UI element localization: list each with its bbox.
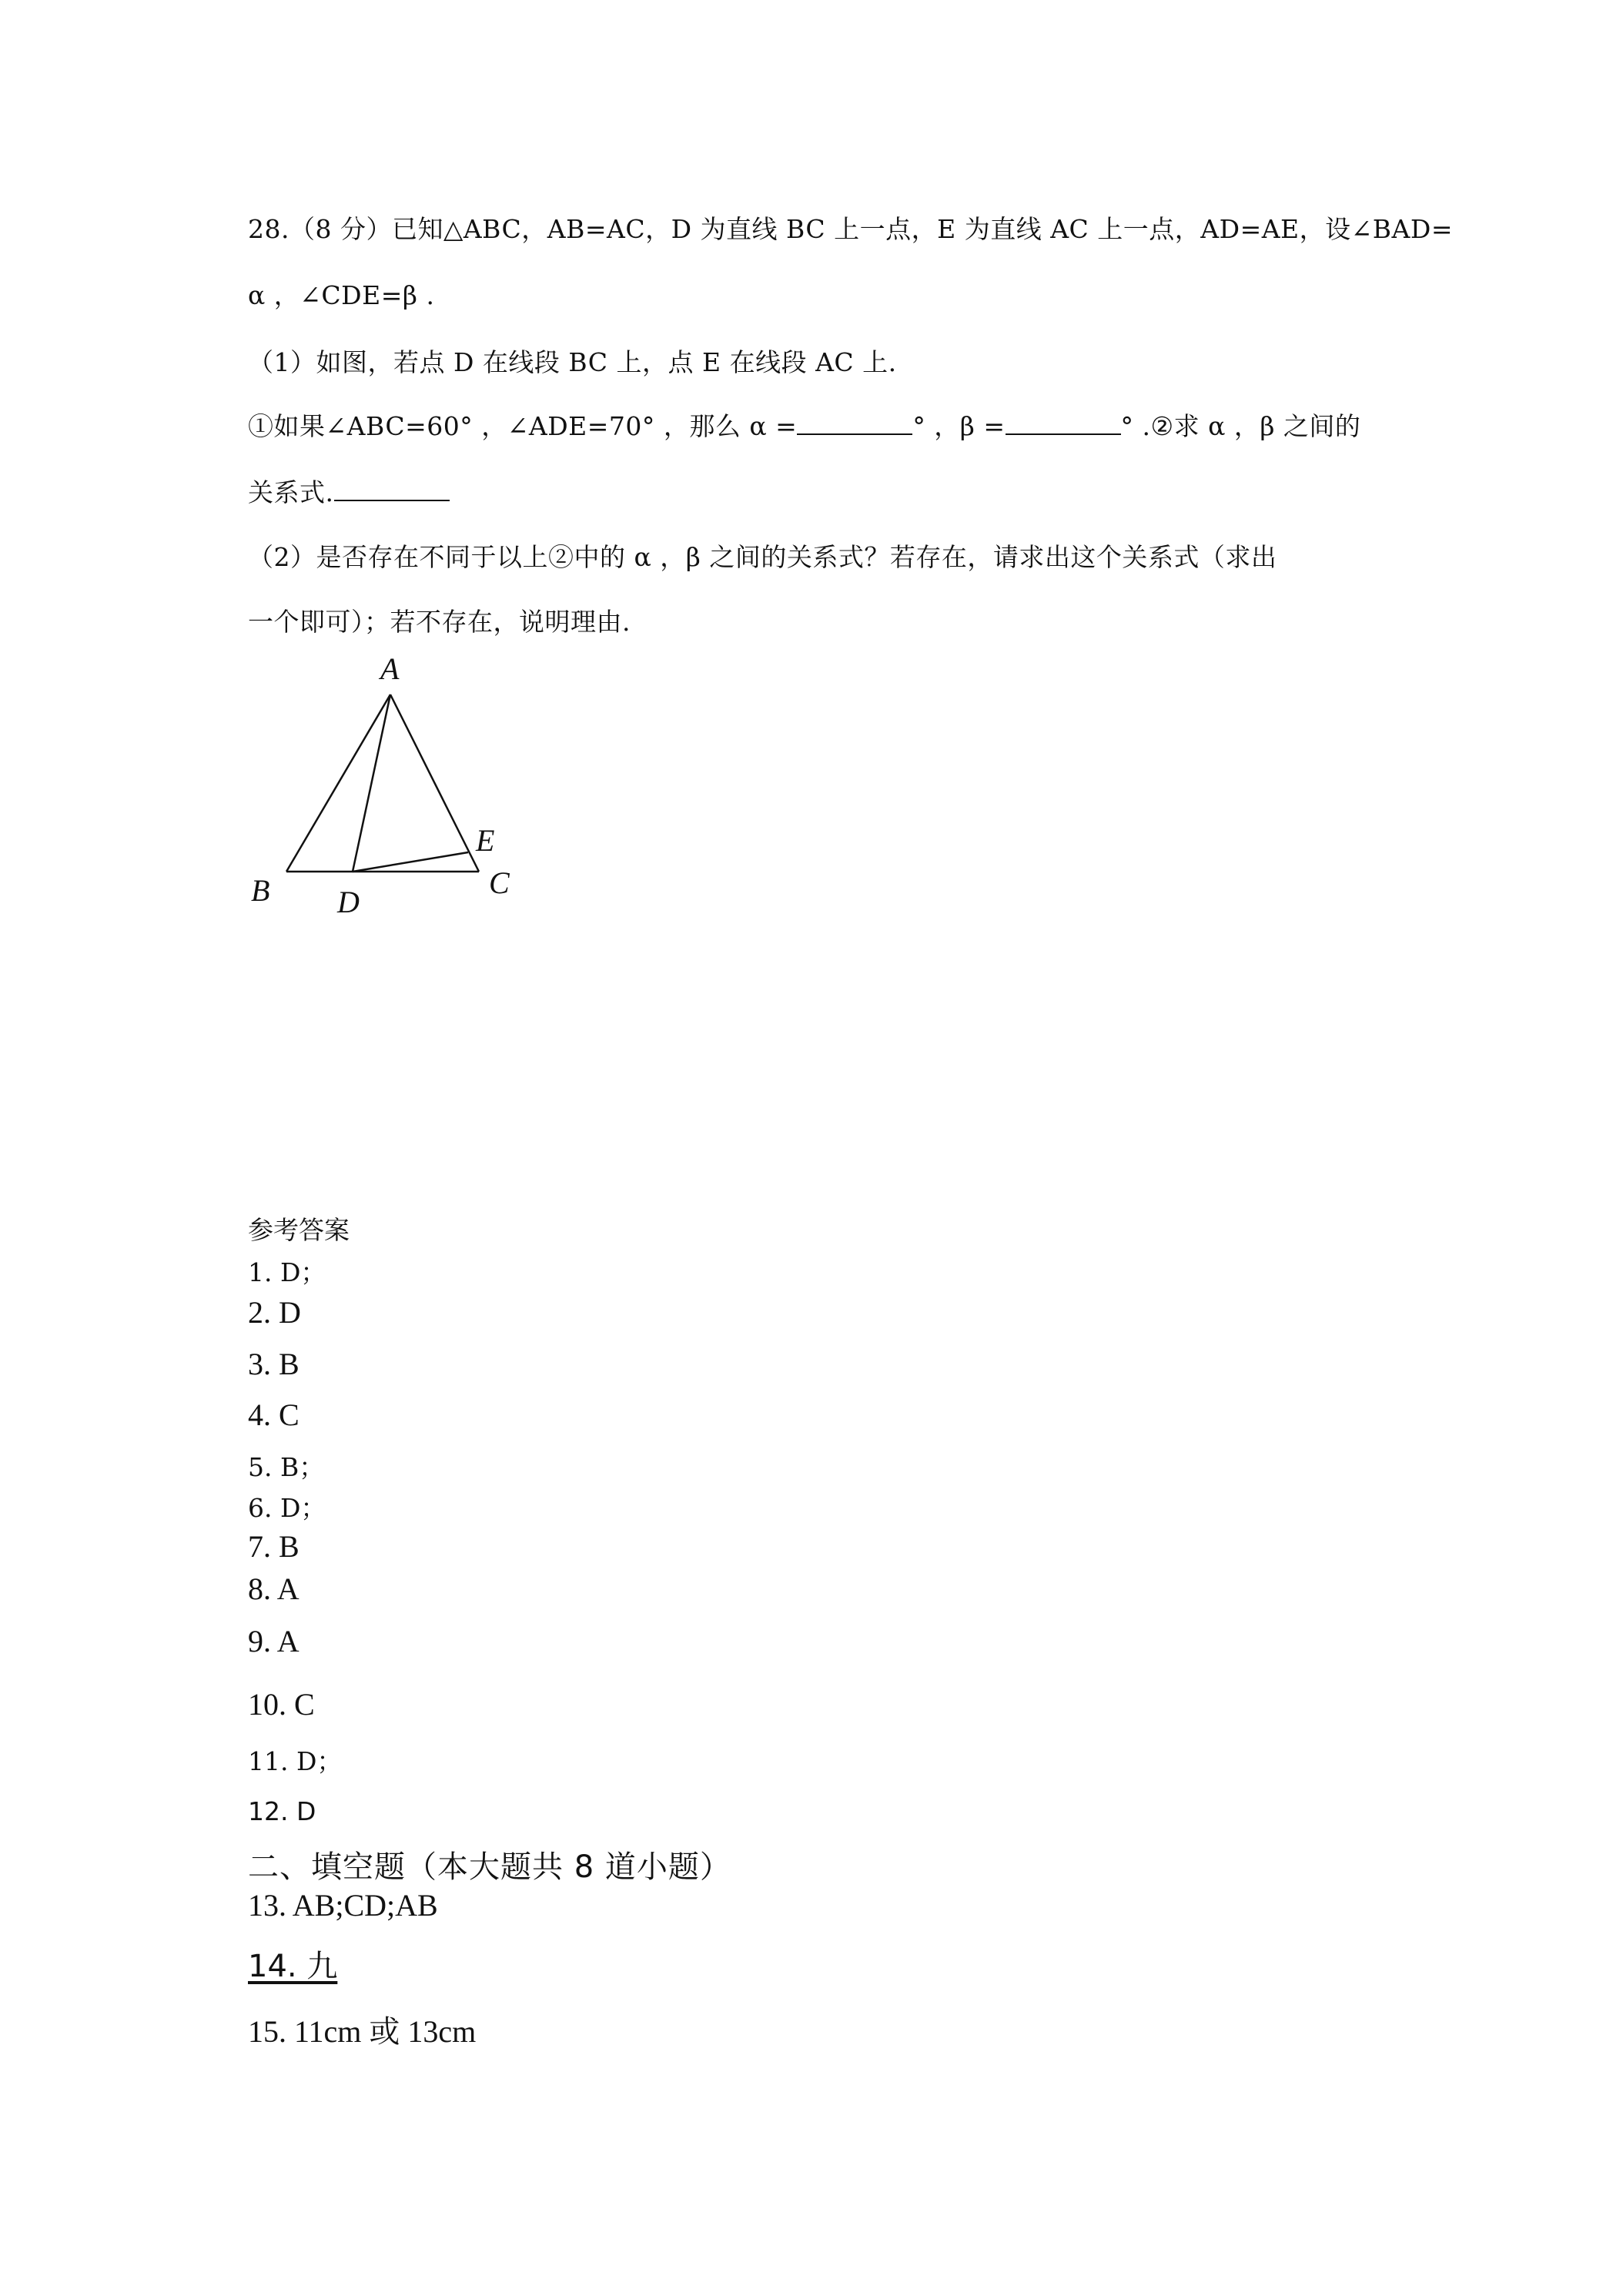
segment-ab [286, 694, 390, 872]
sub1-text-b: ° ，β = [912, 411, 1006, 441]
question-part-1: （1）如图，若点 D 在线段 BC 上，点 E 在线段 AC 上. [248, 347, 897, 377]
label-a: A [380, 651, 400, 686]
question-sub-2 [248, 473, 450, 509]
sub1-text-c: ° .②求 α ，β 之间的 [1120, 411, 1361, 441]
alpha-answer-blank[interactable] [797, 408, 912, 435]
question-sub-1 [248, 407, 1360, 443]
answer-item: 10. C [248, 1687, 315, 1722]
question-part-2-line-2: 一个即可）；若不存在，说明理由. [248, 607, 631, 637]
answer-item: 11. D； [248, 1746, 343, 1776]
question-line-2: α ，∠CDE=β . [248, 280, 435, 310]
section-2-heading: 二、填空题（本大题共 8 道小题） [248, 1849, 731, 1885]
answer-item: 2. D [248, 1295, 301, 1330]
segment-ac [390, 694, 479, 872]
label-c: C [489, 865, 510, 900]
sub2-text: 关系式. [248, 477, 334, 507]
answers-title: 参考答案 [248, 1215, 350, 1245]
answer-item: 1. D； [248, 1257, 326, 1287]
answer-item: 9. A [248, 1624, 300, 1658]
segment-ad [353, 694, 390, 872]
answer-item: 5. B； [248, 1452, 325, 1482]
relation-answer-blank[interactable] [334, 474, 450, 501]
answer-item: 15. 11cm 或 13cm [248, 2014, 477, 2049]
answer-item: 14. 九 [248, 1949, 338, 1984]
sub1-text-a: ①如果∠ABC=60° ，∠ADE=70° ，那么 α = [248, 411, 798, 441]
segment-de [353, 852, 468, 872]
answer-item: 12. D [248, 1796, 316, 1826]
question-line-1: 28.（8 分）已知△ABC，AB=AC，D 为直线 BC 上一点，E 为直线 AC 上一点，AD=AE，设∠BAD= [248, 214, 1453, 244]
label-e: E [476, 823, 495, 858]
question-part-2-line-1: （2）是否存在不同于以上②中的 α ，β 之间的关系式？若存在，请求出这个关系式（求出 [248, 542, 1277, 572]
answer-item: 13. AB;CD;AB [248, 1888, 438, 1923]
label-b: B [251, 873, 270, 908]
answer-item: 4. C [248, 1397, 300, 1432]
answer-item: 8. A [248, 1571, 300, 1606]
answer-item: 7. B [248, 1529, 300, 1564]
answer-item: 3. B [248, 1347, 300, 1381]
triangle-figure [239, 647, 531, 932]
label-d: D [337, 885, 360, 919]
beta-answer-blank[interactable] [1006, 408, 1121, 435]
answer-item: 6. D； [248, 1493, 326, 1523]
